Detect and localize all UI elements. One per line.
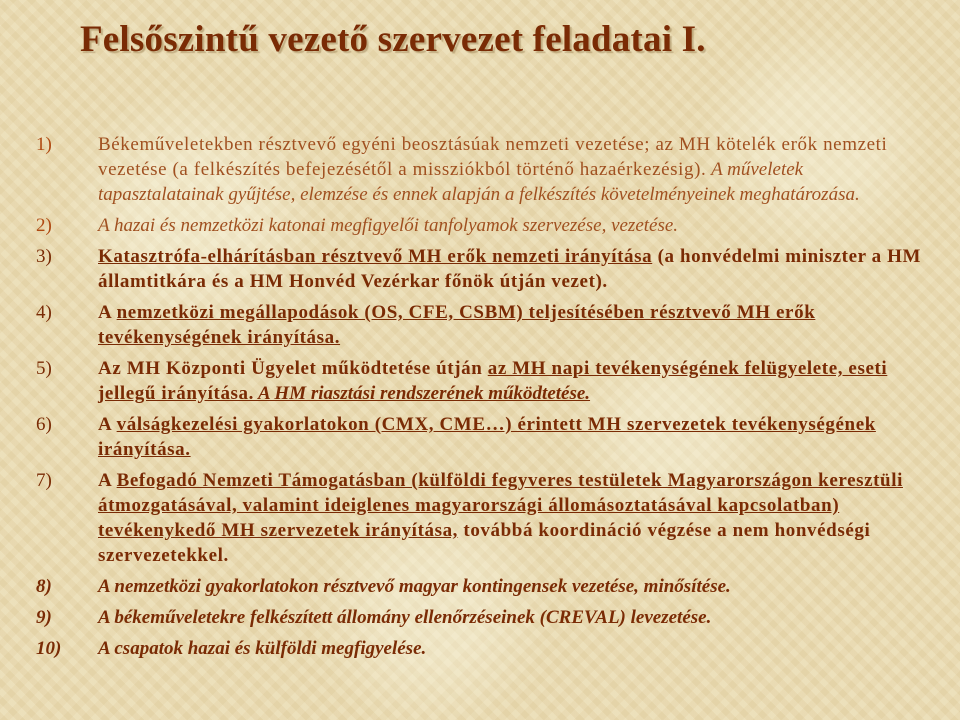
list-item-6 — [0, 412, 960, 462]
item-number: 6) — [36, 414, 52, 435]
item-text: A nemzetközi gyakorlatokon résztvevő magyar kontingensek vezetése, minősítése. — [98, 576, 731, 597]
list-item-2 — [0, 213, 960, 238]
task-list — [0, 132, 960, 667]
list-item-9 — [0, 605, 960, 630]
item-number: 3) — [36, 246, 52, 267]
item-text-underlined: válságkezelési gyakorlatokon (CMX, CME…) érintett MH szervezetek tevékenységének irányítása. — [98, 414, 876, 460]
list-item-3 — [0, 244, 960, 294]
item-number: 2) — [36, 215, 52, 236]
item-text: A — [98, 414, 117, 435]
item-text: A csapatok hazai és külföldi megfigyelése. — [98, 638, 427, 659]
item-text: Békeműveletekben résztvevő egyéni beosztásúak nemzeti vezetése; az MH kötelék erők nemzeti vezetése (a felkészítés befejezésétől a missziókból történő hazaérkezésig). — [98, 134, 888, 180]
item-text: A — [98, 302, 117, 323]
item-text-underlined: Katasztrófa-elhárításban résztvevő MH erők nemzeti irányítása — [98, 246, 653, 267]
item-text-underlined: az MH napi tevékenységének felügyelete, eseti jellegű irányítása. — [98, 358, 888, 404]
list-item-7 — [0, 468, 960, 568]
list-item-10 — [0, 636, 960, 661]
item-number: 7) — [36, 470, 52, 491]
item-number: 5) — [36, 358, 52, 379]
item-number: 1) — [36, 134, 52, 155]
list-item-1 — [0, 132, 960, 207]
item-number: 10) — [36, 638, 62, 659]
list-item-5 — [0, 356, 960, 406]
item-number: 8) — [36, 576, 52, 597]
item-number: 9) — [36, 607, 52, 628]
item-text-italic: A műveletek tapasztalatainak gyűjtése, elemzése és ennek alapján a felkészítés követelményeinek meghatározása. — [98, 159, 860, 205]
item-number: 4) — [36, 302, 52, 323]
list-item-8 — [0, 574, 960, 599]
item-text-underlined: Befogadó Nemzeti Támogatásban (külföldi fegyveres testületek Magyarországon keresztüli átmozgatásával, valamint ideiglenes magyarországi állomásoztatásával kapcsolatban) tevékenykedő MH szervezetek irányítása, — [98, 470, 903, 541]
list-item-4 — [0, 300, 960, 350]
slide-title: Felsőszintű vezető szervezet feladatai I. — [80, 19, 706, 60]
item-text-underlined: nemzetközi megállapodások (OS, CFE, CSBM) teljesítésében résztvevő MH erők tevékenységének irányítása. — [98, 302, 816, 348]
item-text-italic: A HM riasztási rendszerének működtetése. — [254, 383, 591, 404]
item-text: A békeműveletekre felkészített állomány ellenőrzéseinek (CREVAL) levezetése. — [98, 607, 712, 628]
item-text: A hazai és nemzetközi katonai megfigyelői tanfolyamok szervezése, vezetése. — [98, 215, 679, 236]
item-text: A — [98, 470, 117, 491]
item-text: Az MH Központi Ügyelet működtetése útján — [98, 358, 488, 379]
item-text: továbbá koordináció végzése a nem honvédségi szervezetekkel. — [98, 520, 871, 566]
item-text: (a honvédelmi miniszter a HM államtitkára és a HM Honvéd Vezérkar főnök útján vezet). — [98, 246, 922, 292]
